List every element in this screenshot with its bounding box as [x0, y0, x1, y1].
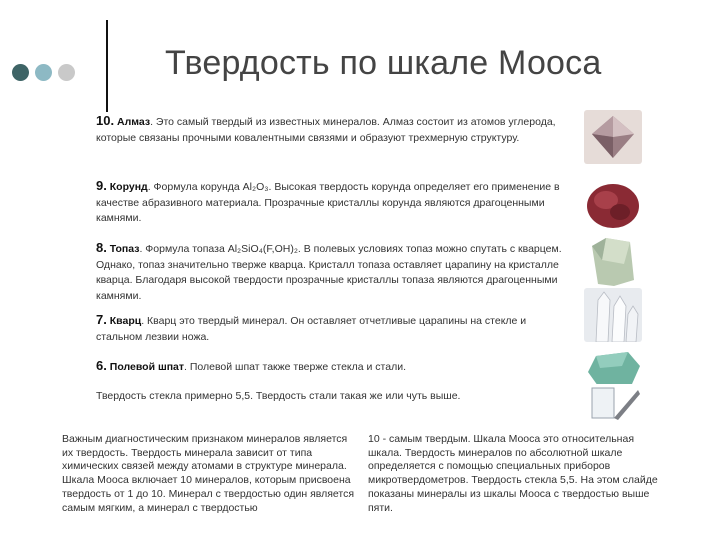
page-title: Твердость по шкале Мооса: [165, 44, 602, 82]
dot-dark: [12, 64, 29, 81]
entry-text: . Формула корунда Al₂O₃. Высокая твердость корунда определяет его применение в качестве абразивного материала. Прозрачные кристаллы корунда являются драгоценными камнями.: [96, 181, 560, 224]
entry-number: 7.: [96, 312, 107, 327]
entry-text: . Кварц это твердый минерал. Он оставляет отчетливые царапины на стекле и стальном лезвии ножа.: [96, 315, 527, 343]
entry-diamond: [96, 113, 564, 146]
entry-number: 8.: [96, 240, 107, 255]
title-divider: [106, 20, 108, 112]
entry-text: . Полевой шпат также тверже стекла и стали.: [184, 361, 406, 373]
entry-name: Кварц: [109, 315, 142, 327]
dot-gray: [58, 64, 75, 81]
entry-name: Корунд: [109, 181, 148, 193]
glass-hardness-note: Твердость стекла примерно 5,5. Твердость стали такая же или чуть выше.: [96, 390, 461, 402]
diamond-image: [584, 110, 642, 164]
right-note: 10 - самым твердым. Шкала Мооса это относительная шкала. Твердость минералов по абсолютной шкале определяется с помощью специальных приборов микротвердометров. Твердость стекла 5,5. На этом слайде показаны минералы из шкалы Мооса с твердостью выше пяти.: [368, 433, 658, 514]
entry-topaz: [96, 240, 564, 304]
entry-corundum: [96, 178, 564, 227]
entry-quartz: [96, 312, 564, 345]
quartz-image: [584, 288, 642, 342]
glass-steel-image: [584, 384, 642, 420]
entry-text: . Это самый твердый из известных минералов. Алмаз состоит из атомов углерода, которые связаны прочными ковалентными связями и образуют трехмерную структуру.: [96, 116, 556, 144]
entry-text: . Формула топаза Al₂SiO₄(F,OH)₂. В полевых условиях топаз можно спутать с кварцем. Однако, топаз значительно тверже кварца. Кристалл топаза оставляет царапину на кристалле кварца. Благодаря высокой твердости прозрачные кристаллы топаза являются драгоценными камнями.: [96, 243, 562, 302]
bullet-dots: [12, 64, 75, 81]
entry-feldspar: [96, 358, 564, 376]
entry-number: 6.: [96, 358, 107, 373]
dot-light-blue: [35, 64, 52, 81]
entry-number: 10.: [96, 113, 115, 128]
corundum-image: [584, 178, 642, 232]
entry-number: 9.: [96, 178, 107, 193]
entry-name: Алмаз: [117, 116, 151, 128]
entry-name: Полевой шпат: [109, 361, 185, 373]
topaz-image: [584, 234, 642, 288]
entry-name: Топаз: [109, 243, 140, 255]
left-note: Важным диагностическим признаком минералов является их твердость. Твердость минерала зависит от типа химических связей между атомами в структуре минерала. Шкала Мооса включает 10 минералов, которым присвоена твердость от 1 до 10. Минерал с твердостью один является самым мягким, а минерал с твердостью: [62, 433, 355, 514]
